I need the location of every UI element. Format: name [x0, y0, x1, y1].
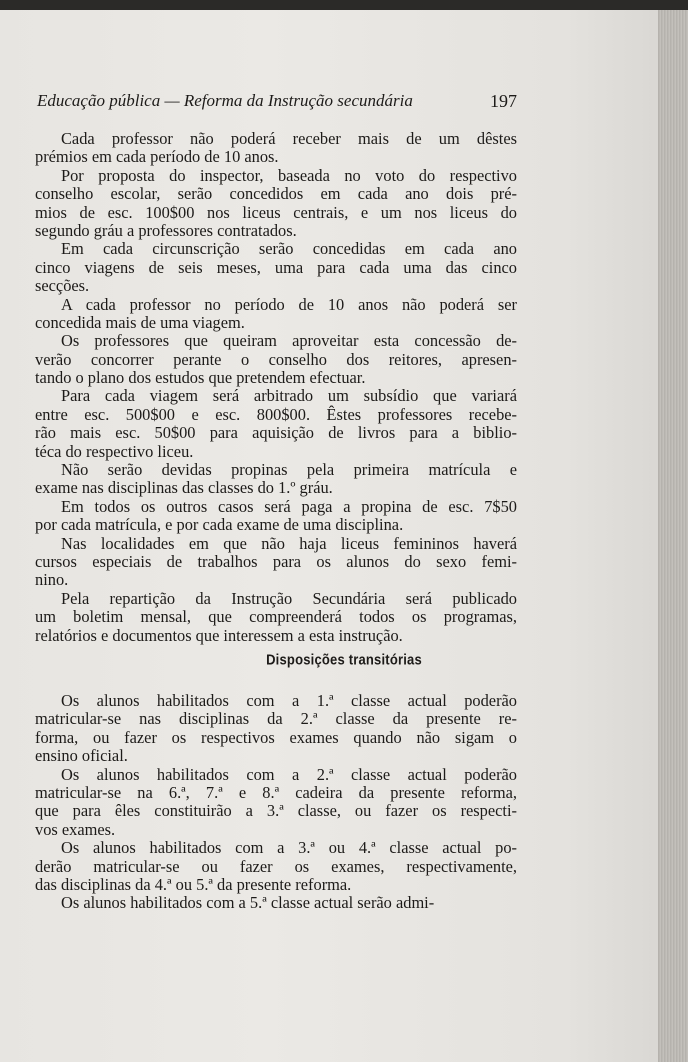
- text-line: Para cada viagem será arbitrado um subsídio que variará: [61, 386, 517, 406]
- paragraph: [35, 332, 517, 387]
- paragraph: [35, 461, 517, 498]
- paragraph: [35, 240, 517, 295]
- paragraph: [35, 692, 517, 766]
- text-line: nino.: [35, 570, 69, 590]
- text-line: derão matricular-se ou fazer os exames, respectivamente,: [35, 856, 517, 876]
- text-line: Os professores que queiram aproveitar esta concessão de-: [61, 331, 517, 351]
- running-title: Educação pública — Reforma da Instrução secundária: [37, 91, 413, 110]
- text-line: um boletim mensal, que compreenderá todos os programas,: [35, 607, 517, 627]
- text-line: Por proposta do inspector, baseada no voto do respectivo: [61, 165, 517, 185]
- text-line: vos exames.: [35, 819, 116, 839]
- paragraph: [35, 167, 517, 241]
- text-line: verão concorrer perante o conselho dos reitores, apresen-: [35, 349, 517, 369]
- text-line: das disciplinas da 4.ª ou 5.ª da presente reforma.: [35, 874, 352, 894]
- text-line: A cada professor no período de 10 anos não poderá ser: [61, 294, 517, 314]
- text-line: Cada professor não poderá receber mais de um dêstes: [61, 129, 517, 148]
- text-line: prémios em cada período de 10 anos.: [35, 147, 279, 167]
- text-line: cinco viagens de seis meses, uma para cada uma das cinco: [35, 257, 517, 277]
- text-line: tando o plano dos estudos que pretendem efectuar.: [35, 368, 366, 388]
- text-line: entre esc. 500$00 e esc. 800$00. Êstes professores recebe-: [35, 404, 517, 424]
- text-line: Os alunos habilitados com a 1.ª classe actual poderão: [61, 691, 517, 710]
- text-line: concedida mais de uma viagem.: [35, 312, 245, 332]
- paragraph: [35, 839, 517, 894]
- text-line: conselho escolar, serão concedidos em cada ano dois pré-: [35, 184, 517, 204]
- text-line: exame nas disciplinas das classes do 1.º gráu.: [35, 478, 333, 498]
- text-line: Os alunos habilitados com a 2.ª classe actual poderão: [61, 764, 517, 784]
- paragraph: [35, 130, 517, 167]
- page-number: 197: [490, 91, 517, 111]
- text-line: ensino oficial.: [35, 746, 128, 766]
- text-line: segundo gráu a professores contratados.: [35, 220, 297, 240]
- paragraph: [35, 535, 517, 590]
- text-line: secções.: [35, 276, 90, 296]
- text-line: Em todos os outros casos será paga a propina de esc. 7$50: [61, 496, 517, 516]
- paragraph: [35, 498, 517, 535]
- text-line: Não serão devidas propinas pela primeira matrícula e: [61, 460, 517, 480]
- paragraph: [35, 766, 517, 840]
- paragraph: [35, 894, 517, 912]
- text-line: Nas localidades em que não haja liceus femininos haverá: [61, 533, 517, 553]
- text-line: Pela repartição da Instrução Secundária será publicado: [61, 588, 517, 608]
- running-header: [37, 88, 517, 116]
- text-line: Os alunos habilitados com a 5.ª classe actual serão admi-: [61, 893, 435, 913]
- top-text-block: [35, 130, 517, 645]
- page-edge-stack: [658, 10, 688, 1062]
- text-line: matricular-se na 6.ª, 7.ª e 8.ª cadeira da presente reforma,: [35, 782, 517, 802]
- text-line: mios de esc. 100$00 nos liceus centrais, e um nos liceus do: [35, 202, 517, 222]
- text-line: relatórios e documentos que interessem a esta instrução.: [35, 625, 403, 645]
- text-line: Os alunos habilitados com a 3.ª ou 4.ª classe actual po-: [61, 838, 517, 858]
- paragraph: [35, 296, 517, 333]
- text-line: matricular-se nas disciplinas da 2.ª classe da presente re-: [35, 709, 517, 729]
- text-line: cursos especiais de trabalhos para os alunos do sexo femi-: [35, 551, 517, 571]
- text-line: téca do respectivo liceu.: [35, 441, 194, 461]
- text-line: que para êles constituirão a 3.ª classe, ou fazer os respecti-: [35, 801, 517, 821]
- bottom-text-block: [35, 692, 517, 913]
- section-heading: Disposições transitórias: [266, 650, 422, 669]
- text-line: forma, ou fazer os respectivos exames quando não sigam o: [35, 727, 517, 747]
- text-line: rão mais esc. 50$00 para aquisição de livros para a biblio-: [35, 423, 517, 443]
- text-line: Em cada circunscrição serão concedidas em cada ano: [61, 239, 517, 259]
- paragraph: [35, 387, 517, 461]
- text-line: por cada matrícula, e por cada exame de uma disciplina.: [35, 515, 404, 535]
- paragraph: [35, 590, 517, 645]
